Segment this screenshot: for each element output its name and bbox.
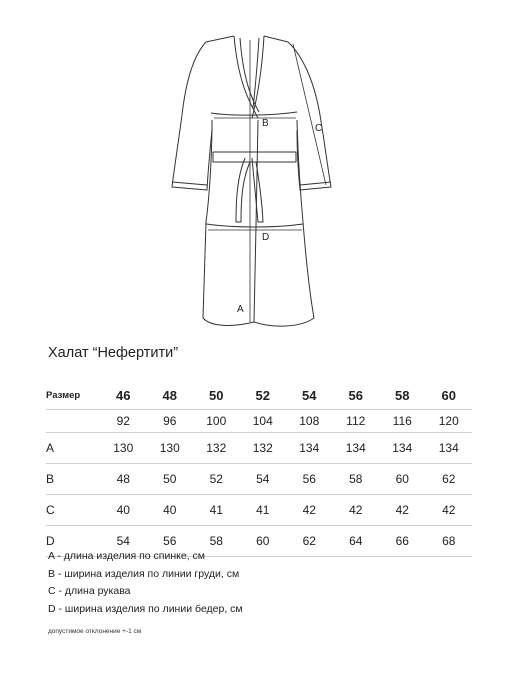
size-cell: 56 (333, 382, 380, 410)
size-cell: 50 (193, 382, 240, 410)
legend-item-a: A - длина изделия по спинке, см (48, 550, 205, 562)
dim-label-b: B (262, 118, 269, 129)
belt (213, 152, 296, 162)
table-cell: 41 (240, 495, 287, 526)
table-cell: 62 (426, 464, 473, 495)
dim-label-d: D (262, 232, 270, 243)
table-row-a (46, 433, 472, 464)
shoulders (206, 36, 288, 42)
robe-drawing (150, 20, 360, 340)
left-sleeve-cuff (172, 182, 207, 185)
table-cell: 134 (426, 433, 473, 464)
table-cell: 58 (193, 526, 240, 557)
table-cell: 64 (333, 526, 380, 557)
table-cell: 56 (286, 464, 333, 495)
product-title: Халат “Нефертити” (48, 345, 179, 361)
size-cell: 60 (426, 382, 473, 410)
table-cell: 132 (240, 433, 287, 464)
table-row-b (46, 464, 472, 495)
size-header-label: Размер (46, 382, 100, 410)
robe-line-art (150, 20, 360, 340)
table-cell: 134 (379, 433, 426, 464)
size-cell: 58 (379, 382, 426, 410)
front-edge (254, 120, 258, 322)
table-cell: 134 (333, 433, 380, 464)
legend-item-b: B - ширина изделия по линии груди, см (48, 567, 240, 580)
table-cell: 58 (333, 464, 380, 495)
table-cell: 66 (379, 526, 426, 557)
table-cell: 132 (193, 433, 240, 464)
table-cell: 134 (286, 433, 333, 464)
left-sleeve (172, 42, 212, 190)
size-table (46, 382, 472, 557)
table-cell: 42 (286, 495, 333, 526)
row-label: B (46, 464, 100, 495)
table-cell: 60 (240, 526, 287, 557)
size-cell: 52 (240, 382, 287, 410)
table-cell: 40 (147, 495, 194, 526)
table-cell: 52 (193, 464, 240, 495)
bust-cell: 108 (286, 410, 333, 433)
size-cell: 48 (147, 382, 194, 410)
bust-cell: 96 (147, 410, 194, 433)
table-cell: 42 (333, 495, 380, 526)
row-label: D (46, 526, 100, 557)
right-sleeve-cuff (300, 182, 331, 185)
row-label: C (46, 495, 100, 526)
table-cell: 60 (379, 464, 426, 495)
hip-seam (206, 224, 303, 227)
bust-cell: 112 (333, 410, 380, 433)
table-cell: 42 (426, 495, 473, 526)
table-cell: 41 (193, 495, 240, 526)
dim-label-a: A (237, 304, 244, 315)
hem (203, 318, 314, 326)
size-cell: 46 (100, 382, 147, 410)
bust-row-label (46, 410, 100, 433)
size-header-row (46, 382, 472, 410)
legend-item-c: C - длина рукава (48, 585, 131, 597)
bust-row (46, 410, 472, 433)
dim-label-c: C (315, 123, 323, 134)
bust-seam (211, 112, 297, 115)
size-cell: 54 (286, 382, 333, 410)
bust-cell: 116 (379, 410, 426, 433)
bust-cell: 100 (193, 410, 240, 433)
table-cell: 42 (379, 495, 426, 526)
table-cell: 62 (286, 526, 333, 557)
measurement-legend (48, 550, 243, 620)
table-row-c (46, 495, 472, 526)
table-cell: 56 (147, 526, 194, 557)
bust-cell: 104 (240, 410, 287, 433)
body-left (203, 120, 212, 318)
table-cell: 130 (147, 433, 194, 464)
legend-item-d: D - ширина изделия по линии бедер, см (48, 602, 243, 615)
bust-cell: 120 (426, 410, 473, 433)
tolerance-note: допустимое отклонение +-1 см (48, 628, 142, 635)
table-cell: 50 (147, 464, 194, 495)
table-cell: 48 (100, 464, 147, 495)
table-cell: 130 (100, 433, 147, 464)
body-right (297, 120, 314, 318)
row-label: A (46, 433, 100, 464)
table-cell: 68 (426, 526, 473, 557)
table-cell: 54 (100, 526, 147, 557)
table-cell: 40 (100, 495, 147, 526)
belt-tie-left (236, 158, 250, 222)
table-cell: 54 (240, 464, 287, 495)
collar (234, 36, 264, 118)
bust-cell: 92 (100, 410, 147, 433)
